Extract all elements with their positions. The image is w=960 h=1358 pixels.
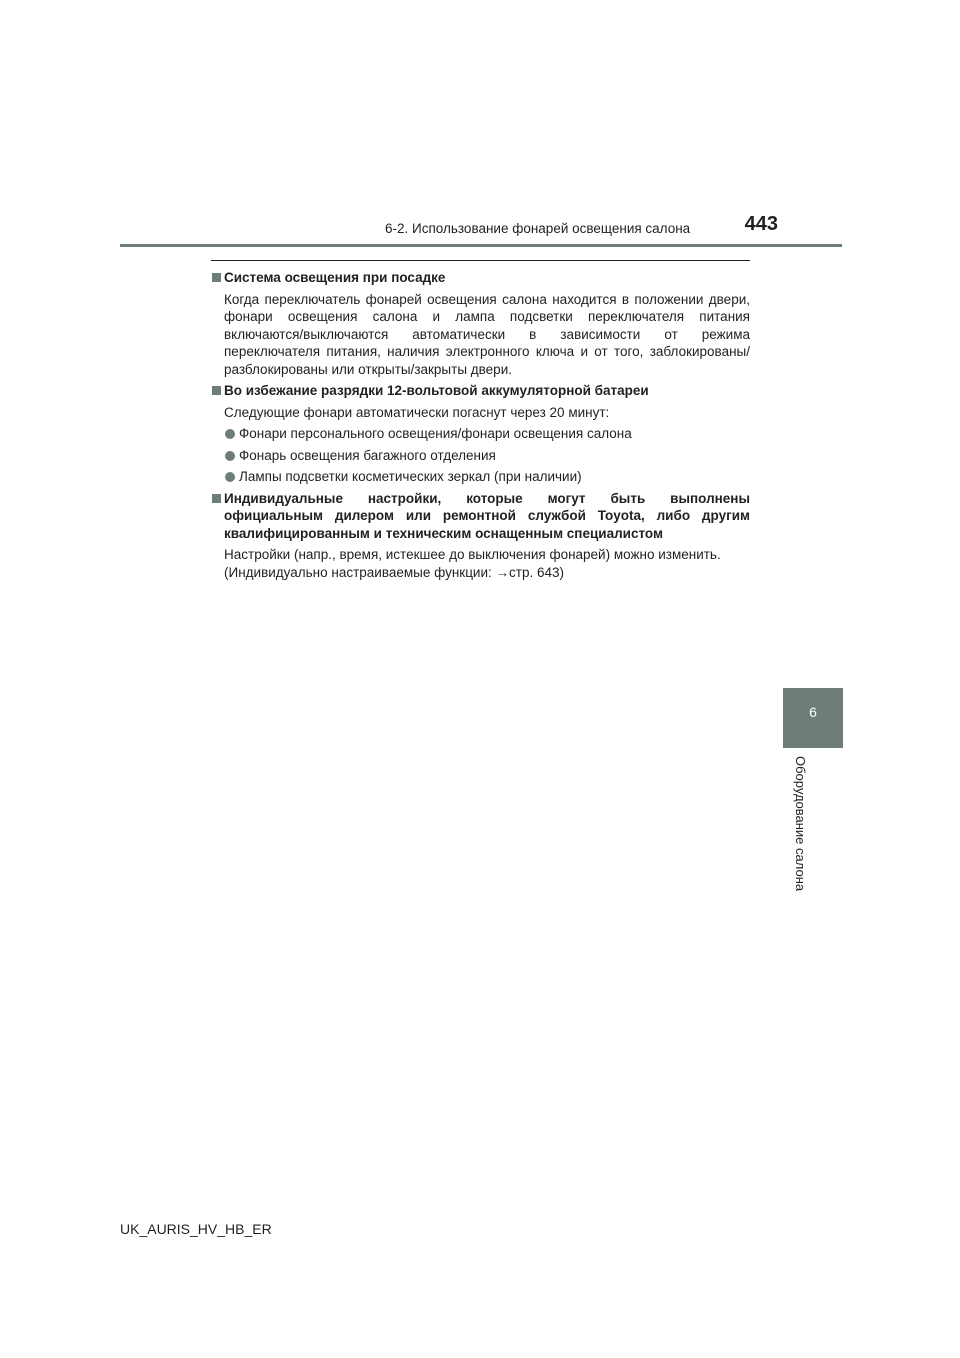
paragraph <box>211 546 750 581</box>
section-divider <box>211 260 750 261</box>
heading-line: Индивидуальные настройки, которые могут быть выполнены <box>224 490 750 506</box>
paragraph-line: Настройки (напр., время, истекшее до выключения фонарей) можно изменить. <box>224 547 721 562</box>
square-bullet-icon <box>212 273 221 282</box>
header-divider <box>120 244 842 247</box>
round-bullet-icon <box>225 429 235 439</box>
paragraph <box>211 291 750 379</box>
paragraph-line: переключателя питания, наличия электронного ключа и от того, заблокированы/ <box>224 344 750 359</box>
chapter-number: 6 <box>809 704 817 720</box>
list-item-text: Фонарь освещения багажного отделения <box>239 447 496 463</box>
section-title: 6-2. Использование фонарей освещения салона <box>385 221 691 236</box>
round-bullet-icon <box>225 451 235 461</box>
document-code: UK_AURIS_HV_HB_ER <box>120 1221 272 1237</box>
square-bullet-icon <box>212 494 221 503</box>
paragraph <box>211 404 750 422</box>
paragraph-line: Следующие фонари автоматически погаснут через 20 минут: <box>224 404 610 420</box>
list-item <box>211 425 750 443</box>
subsection-heading <box>211 269 750 287</box>
page-number: 443 <box>744 213 778 235</box>
paragraph-line: включаются/выключаются автоматически в зависимости от режима <box>224 326 750 342</box>
paragraph-line: (Индивидуально настраиваемые функции: →стр. 643) <box>224 564 564 580</box>
paragraph-line: фонари освещения салона и лампа подсветки переключателя питания <box>224 309 750 324</box>
paragraph-line: разблокированы или открыты/закрыты двери. <box>224 361 512 377</box>
round-bullet-icon <box>225 472 235 482</box>
chapter-tab <box>783 688 843 748</box>
chapter-label: Оборудование салона <box>793 756 808 892</box>
square-bullet-icon <box>212 386 221 395</box>
heading-text: Система освещения при посадке <box>224 270 446 285</box>
paragraph-line: Когда переключатель фонарей освещения салона находится в положении двери, <box>224 291 750 307</box>
heading-line: квалифицированным и техническим оснащенным специалистом <box>224 525 663 541</box>
list-item <box>211 447 750 465</box>
list-item-text: Фонари персонального освещения/фонари освещения салона <box>239 426 632 441</box>
heading-line: официальным дилером или ремонтной службой Toyota, либо другим <box>224 508 750 523</box>
list-item-text: Лампы подсветки косметических зеркал (при наличии) <box>239 469 582 484</box>
page-body <box>211 269 750 585</box>
list-item <box>211 468 750 486</box>
subsection-heading <box>211 382 750 400</box>
subsection-heading <box>211 490 750 543</box>
heading-text: Во избежание разрядки 12-вольтовой аккумуляторной батареи <box>224 383 649 398</box>
